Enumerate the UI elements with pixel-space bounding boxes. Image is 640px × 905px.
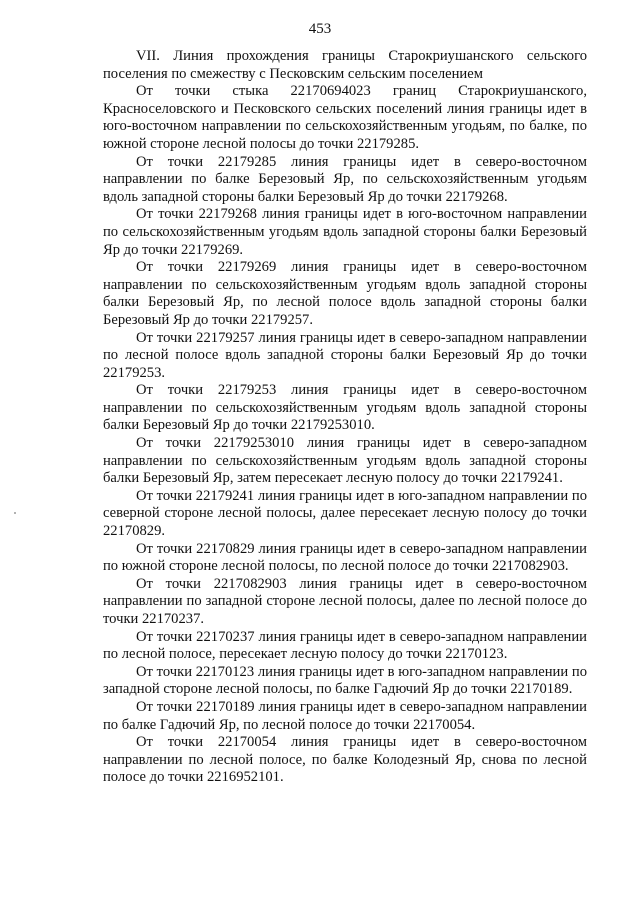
paragraph-4: От точки 22179269 линия границы идет в северо-восточном направлении по сельскохозяйственным угодьям вдоль западной стороны балки Березовый Яр, по лесной полосе вдоль западной стороны балки Березовый Яр до точки 22179257.	[103, 259, 587, 328]
document-body	[103, 48, 587, 787]
scan-speck	[14, 512, 16, 514]
paragraph-1: От точки стыка 22170694023 границ Старокриушанского, Красноселовского и Песковского сельских поселений линия границы идет в юго-восточном направлении по сельскохозяйственным угодьям, по балке, по южной стороне лесной полосы до точки 22179285.	[103, 83, 587, 152]
paragraph-14: От точки 22170054 линия границы идет в северо-восточном направлении по лесной полосе, по балке Колодезный Яр, снова по лесной полосе до точки 2216952101.	[103, 734, 587, 786]
paragraph-3: От точки 22179268 линия границы идет в юго-восточном направлении по сельскохозяйственным угодьям вдоль западной стороны балки Березовый Яр до точки 22179269.	[103, 206, 587, 258]
paragraph-12: От точки 22170123 линия границы идет в юго-западном направлении по западной стороне лесной полосы, по балке Гадючий Яр до точки 22170189.	[103, 663, 587, 698]
page-number: 453	[308, 21, 332, 37]
paragraph-7: От точки 22179253010 линия границы идет в северо-западном направлении по сельскохозяйственным угодьям вдоль западной стороны балки Березовый Яр, затем пересекает лесную полосу до точки 22179241.	[103, 435, 587, 487]
paragraph-9: От точки 22170829 линия границы идет в северо-западном направлении по южной стороне лесной полосы, по лесной полосе до точки 2217082903.	[103, 540, 587, 575]
paragraph-10: От точки 2217082903 линия границы идет в северо-восточном направлении по западной стороне лесной полосы, далее по лесной полосе до точки 22170237.	[103, 575, 587, 627]
paragraph-11: От точки 22170237 линия границы идет в северо-западном направлении по лесной полосе, пересекает лесную полосу до точки 22170123.	[103, 628, 587, 663]
paragraph-6: От точки 22179253 линия границы идет в северо-восточном направлении по сельскохозяйственным угодьям вдоль западной стороны балки Березовый Яр до точки 22179253010.	[103, 382, 587, 434]
section-title: VII. Линия прохождения границы Старокриушанского сельского поселения по смежеству с Песковским сельским поселением	[103, 48, 587, 82]
paragraph-13: От точки 22170189 линия границы идет в северо-западном направлении по балке Гадючий Яр, по лесной полосе до точки 22170054.	[103, 698, 587, 733]
paragraph-5: От точки 22179257 линия границы идет в северо-западном направлении по лесной полосе вдоль западной стороны балки Березовый Яр до точки 22179253.	[103, 329, 587, 381]
paragraph-2: От точки 22179285 линия границы идет в северо-восточном направлении по балке Березовый Яр, по сельскохозяйственным угодьям вдоль западной стороны балки Березовый Яр до точки 22179268.	[103, 153, 587, 205]
paragraph-8: От точки 22179241 линия границы идет в юго-западном направлении по северной стороне лесной полосы, далее пересекает лесную полосу до точки 22170829.	[103, 487, 587, 540]
